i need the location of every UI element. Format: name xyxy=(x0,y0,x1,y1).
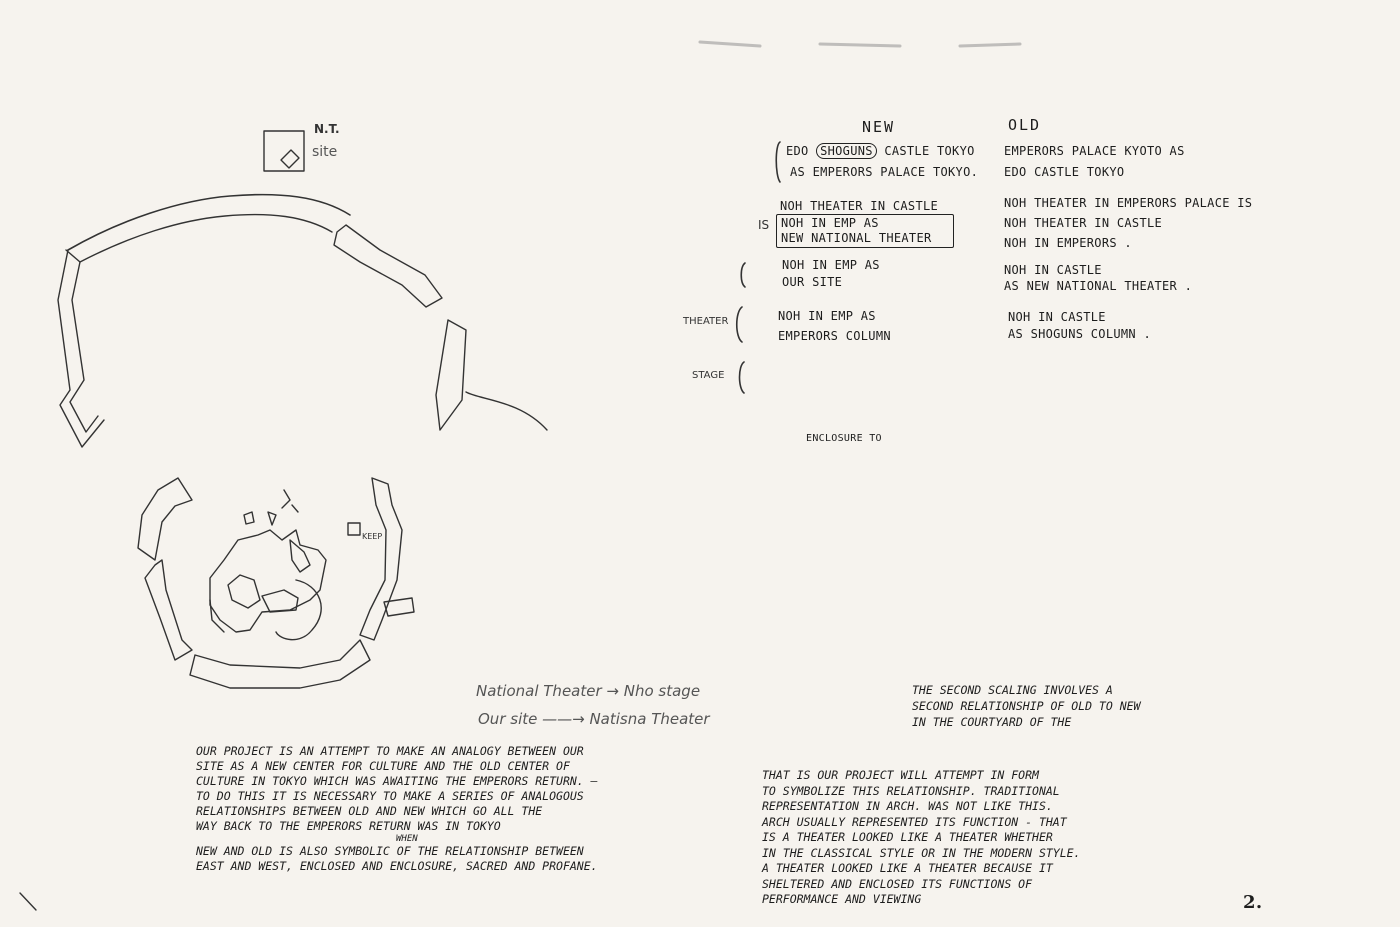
row3-boxed-note xyxy=(776,214,954,248)
legend-site: site xyxy=(312,144,338,160)
row3-box-line2: NEW NATIONAL THEATER xyxy=(781,231,932,245)
legend-keep: KEEP xyxy=(362,532,383,541)
row4-new-line2: OUR SITE xyxy=(782,275,843,289)
site-legend-box xyxy=(264,131,304,171)
right-note-line: SECOND RELATIONSHIP OF OLD TO NEW xyxy=(912,699,1141,713)
row3-prefix: IS xyxy=(758,218,770,232)
row1-new-line2: AS EMPERORS PALACE TOKYO. xyxy=(790,165,979,179)
paragraph-left-line: WHEN xyxy=(396,834,418,844)
row5-new-line2: EMPERORS COLUMN xyxy=(778,329,891,343)
row3-box-line1: NOH IN EMP AS xyxy=(781,216,879,230)
pencil-note-1: National Theater → Nho stage xyxy=(476,682,701,700)
row4-new-line1: NOH IN EMP AS xyxy=(782,258,880,272)
right-note-line: IN THE COURTYARD OF THE xyxy=(912,715,1072,729)
paragraph-left-line: TO DO THIS IT IS NECESSARY TO MAKE A SERIES OF ANALOGOUS xyxy=(196,789,584,803)
paragraph-left-line: RELATIONSHIPS BETWEEN OLD AND NEW WHICH GO ALL THE xyxy=(196,804,543,818)
paragraph-left-line: WAY BACK TO THE EMPERORS RETURN WAS IN TOKYO xyxy=(196,819,501,833)
row5-prefix: THEATER xyxy=(683,316,729,327)
enclosure-note: ENCLOSURE TO xyxy=(806,433,882,444)
paragraph-right-line: ARCH USUALLY REPRESENTED ITS FUNCTION - THAT xyxy=(762,814,1067,829)
shoguns-oval: SHOGUNS xyxy=(816,143,877,159)
paragraph-left-line: NEW AND OLD IS ALSO SYMBOLIC OF THE RELATIONSHIP BETWEEN xyxy=(196,844,584,858)
row2-old-line2: NOH THEATER IN CASTLE xyxy=(1004,216,1163,230)
paragraph-right xyxy=(762,768,1081,908)
row5-new-line1: NOH IN EMP AS xyxy=(778,309,876,323)
row6-prefix: STAGE xyxy=(692,370,725,381)
paragraph-right-line: A THEATER LOOKED LIKE A THEATER BECAUSE IT xyxy=(762,861,1053,875)
pencil-note-2: Our site ——→ Natisna Theater xyxy=(478,710,710,728)
page-number: 2. xyxy=(1243,892,1263,913)
row1-old-line1: EMPERORS PALACE KYOTO AS xyxy=(1004,144,1185,158)
row4-old-line1: NOH IN CASTLE xyxy=(1004,263,1102,277)
paragraph-right-line: TO SYMBOLIZE THIS RELATIONSHIP. TRADITIONAL xyxy=(762,783,1060,798)
row1-new-line1: EDO SHOGUNS CASTLE TOKYO xyxy=(786,144,975,158)
row5-old-line1: NOH IN CASTLE xyxy=(1008,310,1106,324)
paragraph-right-line: REPRESENTATION IN ARCH. WAS NOT LIKE THIS. xyxy=(762,799,1053,813)
paragraph-right-line: SHELTERED AND ENCLOSED ITS FUNCTIONS OF xyxy=(762,876,1033,891)
legend-nt: N.T. xyxy=(314,122,340,136)
paragraph-left-line: SITE AS A NEW CENTER FOR CULTURE AND THE OLD CENTER OF xyxy=(196,759,570,773)
paragraph-right-line: IS A THEATER LOOKED LIKE A THEATER WHETHER xyxy=(762,830,1053,844)
row2-new-line1: NOH THEATER IN CASTLE xyxy=(780,199,939,213)
paragraph-left-line: EAST AND WEST, ENCLOSED AND ENCLOSURE, SACRED AND PROFANE. xyxy=(196,859,598,873)
row2-old-line3: NOH IN EMPERORS . xyxy=(1004,236,1132,250)
paragraph-right-line: IN THE CLASSICAL STYLE OR IN THE MODERN STYLE. xyxy=(762,845,1081,860)
paragraph-left-line: CULTURE IN TOKYO WHICH WAS AWAITING THE EMPERORS RETURN. — xyxy=(196,774,598,788)
right-note xyxy=(912,682,1140,730)
paragraph-left-line: OUR PROJECT IS AN ATTEMPT TO MAKE AN ANALOGY BETWEEN OUR xyxy=(196,744,584,758)
paragraph-left xyxy=(196,744,598,874)
paragraph-right-line: THAT IS OUR PROJECT WILL ATTEMPT IN FORM xyxy=(762,768,1039,782)
row4-old-line2: AS NEW NATIONAL THEATER . xyxy=(1004,279,1193,293)
row1-old-line2: EDO CASTLE TOKYO xyxy=(1004,165,1125,179)
row2-old-line1: NOH THEATER IN EMPERORS PALACE IS xyxy=(1004,196,1253,210)
header-new: NEW xyxy=(862,118,896,136)
right-note-line: THE SECOND SCALING INVOLVES A xyxy=(912,683,1113,697)
paragraph-right-line: PERFORMANCE AND VIEWING xyxy=(762,892,922,906)
header-old: OLD xyxy=(1008,116,1042,134)
row5-old-line2: AS SHOGUNS COLUMN . xyxy=(1008,327,1151,341)
